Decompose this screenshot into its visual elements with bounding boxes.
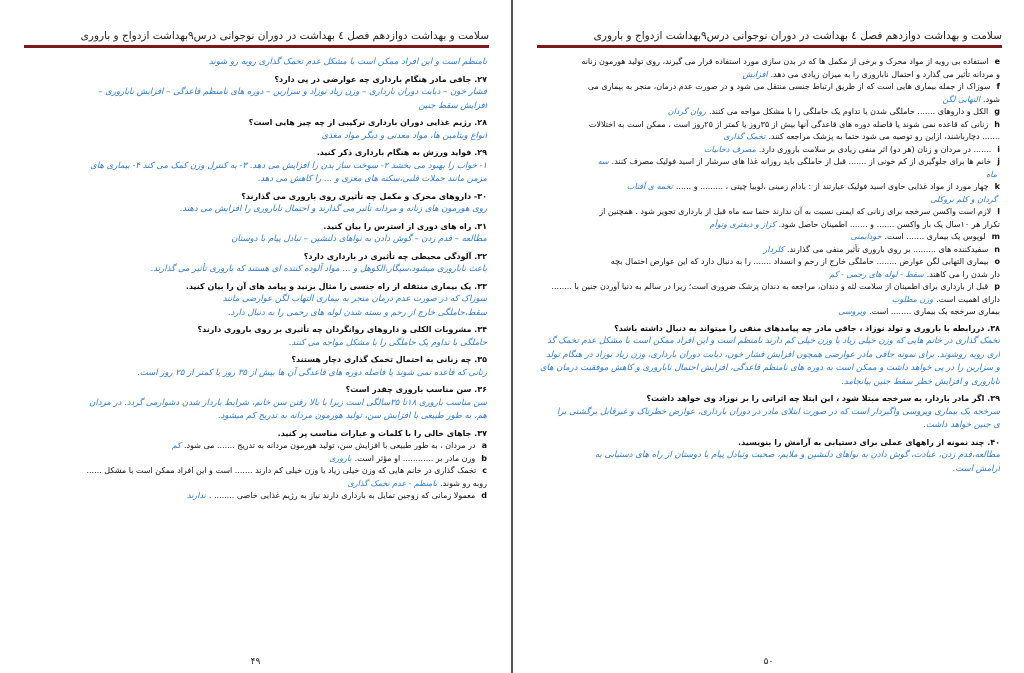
item-text: سوزاک از جمله بیماری هایی است که از طریق ارتباط جنسی منتقل می شود و در صورت عدم درمان، منجر به بیماری می	[587, 82, 991, 91]
page-header: سلامت و بهداشت دوازدهم فصل ٤ بهداشت در دوران نوجوانی درس٩بهداشت ازدواج و باروری	[593, 30, 1002, 42]
item-text: شود.	[983, 94, 1000, 104]
handwritten-answer: سه	[597, 157, 609, 166]
fill-blank-item	[539, 294, 1000, 307]
answer-text: ناباروری و افزایش خطر سقط جنین بیانجامد.	[841, 376, 1000, 387]
fill-blank-item	[539, 256, 1000, 269]
question-text: ۲۸. رژیم غذایی دوران بارداری ترکیبی از چه چیز هایی است؟	[248, 118, 487, 127]
page-content	[26, 56, 487, 645]
fill-blank-item	[539, 56, 1000, 69]
question-text: ۲۷. جاقی مادر هنگام بارداری چه عوارضی در پی دارد؟	[274, 74, 487, 84]
item-letter: g	[994, 107, 1000, 116]
item-text: بیماری التهابی لگن عوارض ........ حاملگی خارج از رحم و انسداد ....... را به دنبال دارد که این عوارض احتمال بچه	[610, 257, 989, 266]
fill-blank-item	[539, 231, 1000, 244]
handwritten-answer: کم	[171, 441, 181, 450]
question-text: ۳۶. سن مناسب باروری چقدر است؟	[345, 385, 487, 394]
page-content	[539, 56, 1000, 645]
answer-text: سقط،حاملگی خارج از رحم و بسته شدن لوله های رحمی را به دنبال دارد.	[227, 307, 487, 318]
answer-text: حاملگی با تداوم یک حاملگی را با مشکل مواجه می کنند.	[288, 337, 487, 348]
fill-blank-item	[539, 269, 1000, 282]
item-text: ....... در مردان و زنان (هر دو) اثر منفی زیادی بر سلامت باروری دارد.	[758, 144, 992, 154]
question-text: ۳۸. دررابطه با باروری و تولد نوزاد ، جاقی مادر چه پیامدهای منفی را میتواند به دنبال داشته باشد؟	[614, 323, 1000, 333]
question-text: ۳۷. جاهای خالی را با کلمات و عبارات مناسب پر کنید.	[277, 428, 487, 438]
handwritten-answer: ندارند	[186, 491, 206, 500]
item-text: ....... دچارباشند، ازاین رو توصیه می شود حتما به پزشک مراجعه کنند.	[768, 132, 1000, 141]
answer-text: مطالعه – قدم زدن – گوش دادن به نواهای دلنشین – تبادل پیام با دوستان	[231, 234, 487, 244]
left-page	[0, 0, 511, 673]
item-text: در مردان ، به طور طبیعی با افزایش سن، تولید هورمون مردانه به تدریج ....... می شود.	[183, 441, 476, 450]
handwritten-answer: کلردار	[763, 244, 784, 254]
header-rule	[24, 45, 489, 48]
answer-text: سرخجه یک بیماری ویروسی واگیردار است که در صورت ابتلای مادر در دوران بارداری، عوارض خطرناک و غیرقابل برگشتی برا	[556, 406, 1000, 417]
question-text: ۳۱. راه های دوری از استرس را بیان کنید.	[323, 221, 487, 231]
item-text: قبل از بارداری برای اطمینان از سلامت لثه و دندان، مراجعه به دندان پزشک ضروری است؛ زیرا در سالم به دنیا آوردن جنین با ........	[551, 282, 989, 291]
handwritten-answer: سقط - لوله های رحمی - کم	[829, 269, 924, 279]
question-text: ۳۹. اگر مادر باردار، به سرخجه مبتلا شود ، این ابتلا چه اثراتی را بر نوزاد وی خواهد داشت؟	[646, 394, 1000, 403]
item-letter: a	[481, 441, 487, 450]
fill-blank-item	[539, 244, 1000, 257]
fill-blank-item	[539, 131, 1000, 144]
item-text: تخمک گذاری در خانم هایی که وزن خیلی زیاد یا وزن خیلی کم دارند ....... است و این افراد ممکن است با مشکل ......	[86, 466, 477, 475]
item-text: چهار مورد از مواد غذایی حاوی اسید فولیک عبارتند از : بادام زمینی ،لوبیا چیتی ، ......... و ......	[675, 182, 989, 191]
item-text: و مردانه تأثیر می گذارد و احتمال ناباروری را به میزان زیادی می دهد.	[770, 69, 1000, 79]
fill-blank-item	[539, 94, 1000, 107]
handwritten-answer: التهابی لگن	[942, 94, 981, 104]
handwritten-answer: ماه	[986, 169, 997, 179]
item-letter: d	[481, 491, 487, 500]
answer-text: سن مناسب باروری ۱۸تا ۳۵سالگی است زیرا با بالا رفتن سن خانم، شرایط باردار شدن دشوارمی گردد. در مردان	[89, 397, 487, 408]
item-letter: k	[994, 182, 1000, 191]
fill-blank-item	[539, 181, 1000, 194]
answer-text: روی هورمون های زنانه و مردانه تأثیر می گذارند و احتمال ناباروری را افزایش می دهند.	[179, 204, 487, 214]
item-text: بیماری سرخجه یک بیماری ........ است.	[869, 307, 1000, 316]
fill-blank-item	[26, 465, 487, 478]
answer-text: هم، به طور طبیعی با افزایش سن، تولید هورمون مردانه به تدریج کم میشود.	[217, 411, 487, 421]
handwritten-answer: باروری	[329, 453, 352, 463]
item-text: روبه رو شوند.	[440, 478, 487, 488]
fill-blank-item	[539, 206, 1000, 219]
question-text: ۳۴. مشروبات الکلی و داروهای روانگردان چه تأثیری بر روی باروری دارند؟	[197, 325, 487, 334]
item-text: استفاده بی رویه از مواد محرک و برخی از مکمل ها که در بدن سازی مورد استفاده قرار می گیرند، روی تولید هورمون زنانه	[581, 57, 989, 66]
item-text: دار شدن را می کاهند.	[926, 269, 1000, 279]
fill-blank-item	[539, 81, 1000, 94]
item-letter: h	[994, 119, 1000, 129]
answer-text: ی جنین خواهد داشت.	[923, 420, 1000, 430]
answer-text: سوزاک که در صورت عدم درمان منجر به بیماری التهاب لگن عوارضی مانند	[222, 294, 487, 304]
question-text: ۳۳. یک بیماری منتقله از راه جنسی را مثال بزنید و پیامد های آن را بیان کنید.	[185, 281, 487, 291]
handwritten-answer: کزاز و دیفتری وتوأم	[709, 219, 776, 229]
fill-blank-item	[539, 69, 1000, 82]
answer-text: مزمن مانند حملات قلبی،سکته های مغزی و ... را کاهش می دهد.	[257, 174, 487, 184]
answer-text: زنانی که قاعده نمی شوند یا فاصله دوره های قاعدگی آن ها بیش از ۳۵ روز یا کمتر از ۲۵ روز است.	[137, 367, 487, 378]
fill-blank-item	[539, 281, 1000, 294]
item-text: زنانی که قاعده نمی شوند یا فاصله دوره های قاعدگی آنها بیش از ۳۵روز یا کمتر از ۲۵روز است ، ممکن است به اختلالات	[588, 119, 989, 129]
fill-blank-item	[539, 106, 1000, 119]
header-rule	[537, 45, 1002, 48]
item-letter: b	[481, 453, 487, 463]
question-text: ۳۲. آلودگی محیطی چه تأثیری در بارداری دارد؟	[303, 251, 487, 261]
answer-text: فشار خون – دیابت دوران بارداری – وزن زیاد نوزاد و سزارین – دوره های نامنظم قاعدگی – افزایش ناباروری –	[98, 87, 487, 97]
item-text: وزن مادر بر ............ او مؤثر است.	[354, 453, 476, 463]
item-letter: j	[997, 157, 1000, 166]
item-letter: c	[482, 466, 487, 475]
answer-text: و سزارین را در پی خواهد داشت و ممکن است به دوره های نامنظم قاعدگی، افزایش احتمال ناباروری و کاهش موفقیت درمان های	[539, 363, 1000, 373]
item-text: سفیدکننده های ......... بر روی باروری تأثیر منفی می گذارند.	[786, 244, 989, 254]
question-text: ۳۵. چه زنانی به احتمال تخمک گذاری دچار هستند؟	[291, 355, 487, 364]
fill-blank-item	[26, 453, 487, 466]
handwritten-answer: روان گردان	[667, 107, 706, 116]
answer-text: اری روبه روشوند. برای نمونه جاقی مادر عوارضی همچون افزایش فشار خون، دیابت دوران بارداری، وزن زیاد نوزاد در هنگام تولد	[546, 349, 1000, 360]
item-letter: m	[991, 232, 1000, 241]
fill-blank-item	[539, 156, 1000, 169]
handwritten-answer: ویروسی	[838, 307, 867, 316]
handwritten-answer: مصرف دخانیات	[703, 144, 756, 154]
handwritten-answer: وزن مطلوب	[891, 294, 934, 304]
fill-blank-item	[539, 169, 1000, 182]
answer-text: نامنظم است و این افراد ممکن است با مشکل عدم تخمک گذاری روبه رو شوند	[208, 57, 487, 67]
question-text: ۴۰. چند نمونه از راههای عملی برای دستیابی به آرامش را بنویسید.	[738, 437, 1000, 447]
item-text: معمولا زمانی که زوجین تمایل به بارداری دارند نیاز به رژیم غذایی خاصی ........ .	[208, 491, 476, 500]
right-page	[513, 0, 1024, 673]
handwritten-answer: گردان و کلم بروکلی	[930, 194, 997, 204]
fill-blank-item	[26, 490, 487, 503]
item-letter: n	[994, 244, 1000, 254]
handwritten-answer: تخمک گذاری	[723, 132, 766, 141]
fill-blank-item	[26, 478, 487, 491]
page-header: سلامت و بهداشت دوازدهم فصل ٤ بهداشت در دوران نوجوانی درس٩بهداشت ازدواج و باروری	[80, 30, 489, 42]
handwritten-answer: افزایش	[742, 69, 768, 79]
answer-text: انواع ویتامین ها، مواد معدنی و دیگر مواد مغذی	[321, 130, 487, 141]
answer-text: باعث ناباروری میشود،سیگار،الکوهل و ... مواد آلوده کننده ای هستند که باروری تأثیر می گذارند.	[150, 264, 487, 274]
item-letter: o	[994, 257, 1000, 266]
item-text: لوپوس یک بیماری ....... است.	[884, 232, 986, 241]
answer-text: آرامش است.	[952, 463, 1000, 474]
item-text: دارای اهمیت است.	[936, 294, 1000, 304]
fill-blank-item	[539, 144, 1000, 157]
item-letter: f	[996, 82, 1000, 91]
page-number: ۵۰	[763, 657, 774, 667]
item-text: خانم ها برای جلوگیری از کم خونی از ....... قبل از حاملگی باید روزانه غذا های سرشار از اسید فولیک مصرف کنند.	[611, 157, 992, 166]
question-text: ۳۰- داروهای محرک و مکمل چه تأثیری روی باروری می گذارند؟	[241, 191, 487, 201]
answer-text: افزایش سقط جنین	[418, 100, 487, 111]
item-letter: p	[994, 282, 1000, 291]
item-letter: l	[997, 207, 1000, 216]
fill-blank-item	[539, 194, 1000, 207]
answer-text: ۱- خواب را بهبود می بخشد ۲- سوخت ساز بدن را افزایش می دهد. ۳- به کنترل وزن کمک می کند ۴- بیماری های	[90, 160, 487, 171]
item-letter: i	[997, 144, 1000, 154]
fill-blank-item	[539, 219, 1000, 232]
item-text: لازم است واکسن سرخجه برای زنانی که ایمنی نسبت به آن ندارند حتما سه ماه قبل از بارداری تجویز شود . همچنین از	[599, 207, 992, 216]
item-text: تکرار هر ۱۰سال یک بار واکسن ....... و ....... اطمینان حاصل شود.	[778, 219, 1000, 229]
page-number: ۴۹	[250, 657, 261, 667]
item-text: الکل و داروهای ....... حاملگی شدن یا تداوم یک حاملگی را با مشکل مواجه می کنند.	[708, 107, 989, 116]
answer-text: تخمک گذاری در خانم هایی که وزن خیلی زیاد یا وزن خیلی کم دارند نامنظم است و این افراد ممکن است با مشکل عدم تخمک گذ	[547, 336, 1000, 346]
fill-blank-item	[26, 440, 487, 453]
handwritten-answer: تخمه ی آفتاب	[626, 182, 673, 191]
answer-text: مطالعه،قدم زدن، عبادت، گوش دادن به نواهای دلنشین و ملایم، صحبت وتبادل پیام با دوستان از راه های دستیابی به	[594, 450, 1000, 460]
item-letter: e	[994, 57, 1000, 66]
handwritten-answer: نامنظم - عدم تخمک گذاری	[347, 478, 438, 488]
fill-blank-item	[539, 306, 1000, 319]
handwritten-answer: خودایمنی	[850, 232, 882, 241]
fill-blank-item	[539, 119, 1000, 132]
question-text: ۲۹. فواید ورزش به هنگام بارداری ذکر کنید.	[316, 148, 487, 157]
